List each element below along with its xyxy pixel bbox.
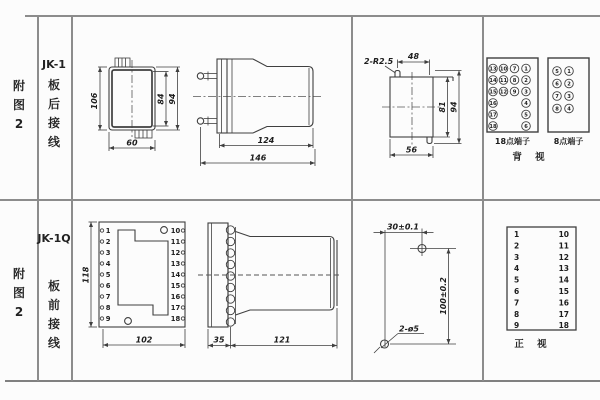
svg-text:56: 56 (405, 145, 418, 155)
svg-text:18: 18 (558, 321, 569, 331)
side-view-drawing-top (193, 59, 321, 166)
svg-text:2-ø5: 2-ø5 (399, 324, 419, 334)
top-row-drawings (72, 15, 600, 200)
svg-text:15: 15 (170, 281, 181, 290)
mounting-hole-bottom (125, 318, 132, 325)
svg-text:106: 106 (90, 92, 99, 110)
terminal-18pt-caption: 18点端子 (494, 137, 531, 146)
drill-hole-bottom (381, 340, 389, 348)
svg-text:118: 118 (81, 266, 91, 284)
front-view-left-terminals (100, 227, 111, 323)
model-label-bottom: JK-1Q (37, 232, 71, 245)
svg-text:100±0.2: 100±0.2 (439, 277, 448, 315)
svg-text:11: 11 (558, 241, 569, 251)
svg-text:1: 1 (567, 69, 571, 75)
dim-hole-spacing-y (439, 249, 449, 345)
svg-text:14: 14 (489, 78, 497, 84)
svg-text:17: 17 (558, 309, 569, 319)
mounting-hole-top (161, 227, 168, 234)
svg-text:7: 7 (555, 94, 559, 100)
svg-text:94: 94 (449, 101, 459, 113)
svg-text:1: 1 (524, 66, 528, 73)
wiring-char: 线 (47, 336, 60, 350)
svg-text:3: 3 (514, 252, 520, 262)
svg-text:2: 2 (567, 81, 571, 88)
svg-text:13: 13 (558, 264, 569, 274)
dim-121 (231, 308, 338, 349)
fig-number-bottom (8, 265, 30, 322)
svg-text:35: 35 (213, 335, 225, 345)
svg-text:2: 2 (524, 78, 528, 84)
svg-text:12: 12 (499, 89, 508, 96)
svg-text:5: 5 (524, 112, 528, 119)
svg-text:60: 60 (126, 138, 138, 148)
dim-48 (398, 52, 430, 75)
bottom-row-drawings (72, 200, 600, 382)
fig-char: 附 (12, 79, 25, 93)
terminal-8pt-caption: 8点端子 (553, 137, 584, 146)
dim-81 (433, 77, 450, 137)
dim-35 (208, 327, 231, 349)
svg-text:146: 146 (249, 153, 267, 163)
wiring-char: 线 (47, 135, 60, 149)
wiring-char: 后 (47, 97, 60, 111)
svg-text:14: 14 (170, 270, 181, 279)
terminal-8pt-col1 (553, 67, 562, 113)
svg-text:4: 4 (514, 264, 520, 274)
svg-text:48: 48 (407, 52, 420, 61)
fig-char: 2 (14, 117, 24, 131)
svg-text:4: 4 (105, 259, 111, 268)
svg-text:81: 81 (438, 101, 447, 113)
svg-text:7: 7 (512, 66, 517, 73)
svg-text:94: 94 (168, 93, 177, 105)
front-view-drawing (82, 222, 186, 348)
svg-text:7: 7 (514, 298, 520, 308)
wiring-type-bottom (43, 277, 65, 353)
svg-text:13: 13 (489, 66, 497, 73)
fig-char: 附 (12, 267, 25, 281)
svg-text:8: 8 (514, 309, 520, 319)
svg-text:16: 16 (489, 101, 497, 107)
svg-text:15: 15 (558, 287, 569, 296)
svg-text:5: 5 (514, 275, 520, 285)
svg-text:6: 6 (555, 81, 559, 88)
bottom-terminal-block (135, 130, 152, 138)
svg-text:3: 3 (524, 89, 528, 96)
drilling-plan-drawing (374, 223, 457, 354)
svg-text:9: 9 (514, 321, 520, 331)
svg-text:10: 10 (170, 226, 181, 235)
wiring-char: 前 (47, 298, 60, 312)
svg-text:12: 12 (558, 252, 569, 262)
svg-text:16: 16 (170, 292, 181, 301)
fig-number-top (8, 77, 30, 134)
dim-118 (82, 222, 98, 327)
panel-cutout-drawing (364, 52, 462, 158)
svg-text:8: 8 (512, 78, 517, 84)
svg-text:5: 5 (105, 270, 111, 279)
svg-text:11: 11 (499, 78, 508, 84)
terminal-18pt-col4 (522, 64, 531, 130)
svg-text:3: 3 (105, 248, 111, 257)
svg-text:9: 9 (512, 89, 517, 96)
svg-text:4: 4 (524, 101, 528, 107)
svg-text:121: 121 (273, 335, 291, 345)
rear-view-caption: 背 视 (512, 152, 550, 163)
dim-hole-note (374, 325, 424, 354)
svg-text:8: 8 (105, 303, 111, 312)
svg-text:8: 8 (555, 106, 559, 113)
svg-text:1: 1 (105, 226, 111, 235)
terminal-table-right-column (559, 230, 569, 330)
svg-text:2: 2 (105, 237, 111, 246)
svg-text:10: 10 (558, 230, 569, 239)
svg-text:2-R2.5: 2-R2.5 (364, 57, 394, 66)
svg-text:13: 13 (170, 259, 181, 268)
wiring-char: 接 (47, 317, 60, 331)
svg-text:15: 15 (489, 89, 497, 96)
rear-view-drawing (90, 58, 180, 151)
svg-text:12: 12 (170, 248, 181, 257)
svg-text:17: 17 (489, 112, 497, 119)
side-view-drawing-bottom (198, 223, 342, 349)
svg-text:30±0.1: 30±0.1 (386, 222, 420, 232)
terminal-18pt-col1 (489, 64, 498, 130)
svg-text:16: 16 (558, 298, 569, 308)
svg-text:10: 10 (499, 66, 508, 73)
dim-102 (103, 329, 185, 348)
svg-text:6: 6 (514, 287, 520, 296)
svg-text:4: 4 (567, 106, 571, 113)
screw-slot-bottom (427, 137, 432, 144)
svg-text:2: 2 (514, 241, 520, 251)
fig-char: 2 (14, 305, 24, 319)
svg-text:14: 14 (558, 275, 569, 285)
svg-text:6: 6 (105, 281, 111, 290)
wiring-char: 板 (47, 78, 60, 92)
terminal-table-left-column (514, 230, 519, 330)
svg-text:7: 7 (105, 292, 111, 301)
screw-slot-top (395, 71, 400, 78)
wiring-char: 板 (47, 279, 60, 293)
svg-text:11: 11 (170, 237, 181, 246)
wiring-char: 接 (47, 116, 60, 130)
svg-text:124: 124 (257, 136, 275, 145)
fig-char: 图 (12, 98, 25, 112)
stepped-outline (118, 230, 168, 315)
front-view-caption: 正 视 (514, 339, 552, 350)
terminal-18pt-col2 (499, 64, 508, 96)
dim-hole-spacing-x (374, 223, 434, 233)
dim-slot-note (364, 57, 396, 73)
svg-text:17: 17 (170, 303, 181, 312)
model-label-top: JK-1 (42, 58, 66, 71)
wiring-type-top (43, 76, 65, 152)
top-terminal-block (115, 58, 130, 67)
terminal-8pt-col2 (565, 67, 574, 113)
svg-text:18: 18 (170, 314, 181, 323)
svg-text:6: 6 (524, 124, 528, 130)
svg-text:102: 102 (135, 335, 153, 345)
svg-text:3: 3 (567, 94, 571, 100)
mounting-screw-top (197, 72, 217, 81)
svg-text:84: 84 (156, 93, 166, 105)
svg-text:9: 9 (105, 314, 111, 323)
svg-text:18: 18 (489, 124, 497, 130)
front-view-right-terminals (171, 227, 185, 323)
mounting-screw-bottom (197, 117, 217, 126)
fig-char: 图 (12, 286, 25, 300)
dim-106 (90, 67, 107, 130)
terminal-table (507, 227, 576, 350)
dim-60 (109, 132, 155, 151)
terminal-18pt-col3 (510, 64, 519, 96)
svg-text:1: 1 (514, 230, 520, 239)
dim-124 (220, 128, 314, 148)
terminal-18pt-diagram (487, 58, 538, 146)
svg-text:5: 5 (555, 69, 559, 75)
terminal-8pt-diagram (548, 58, 589, 146)
